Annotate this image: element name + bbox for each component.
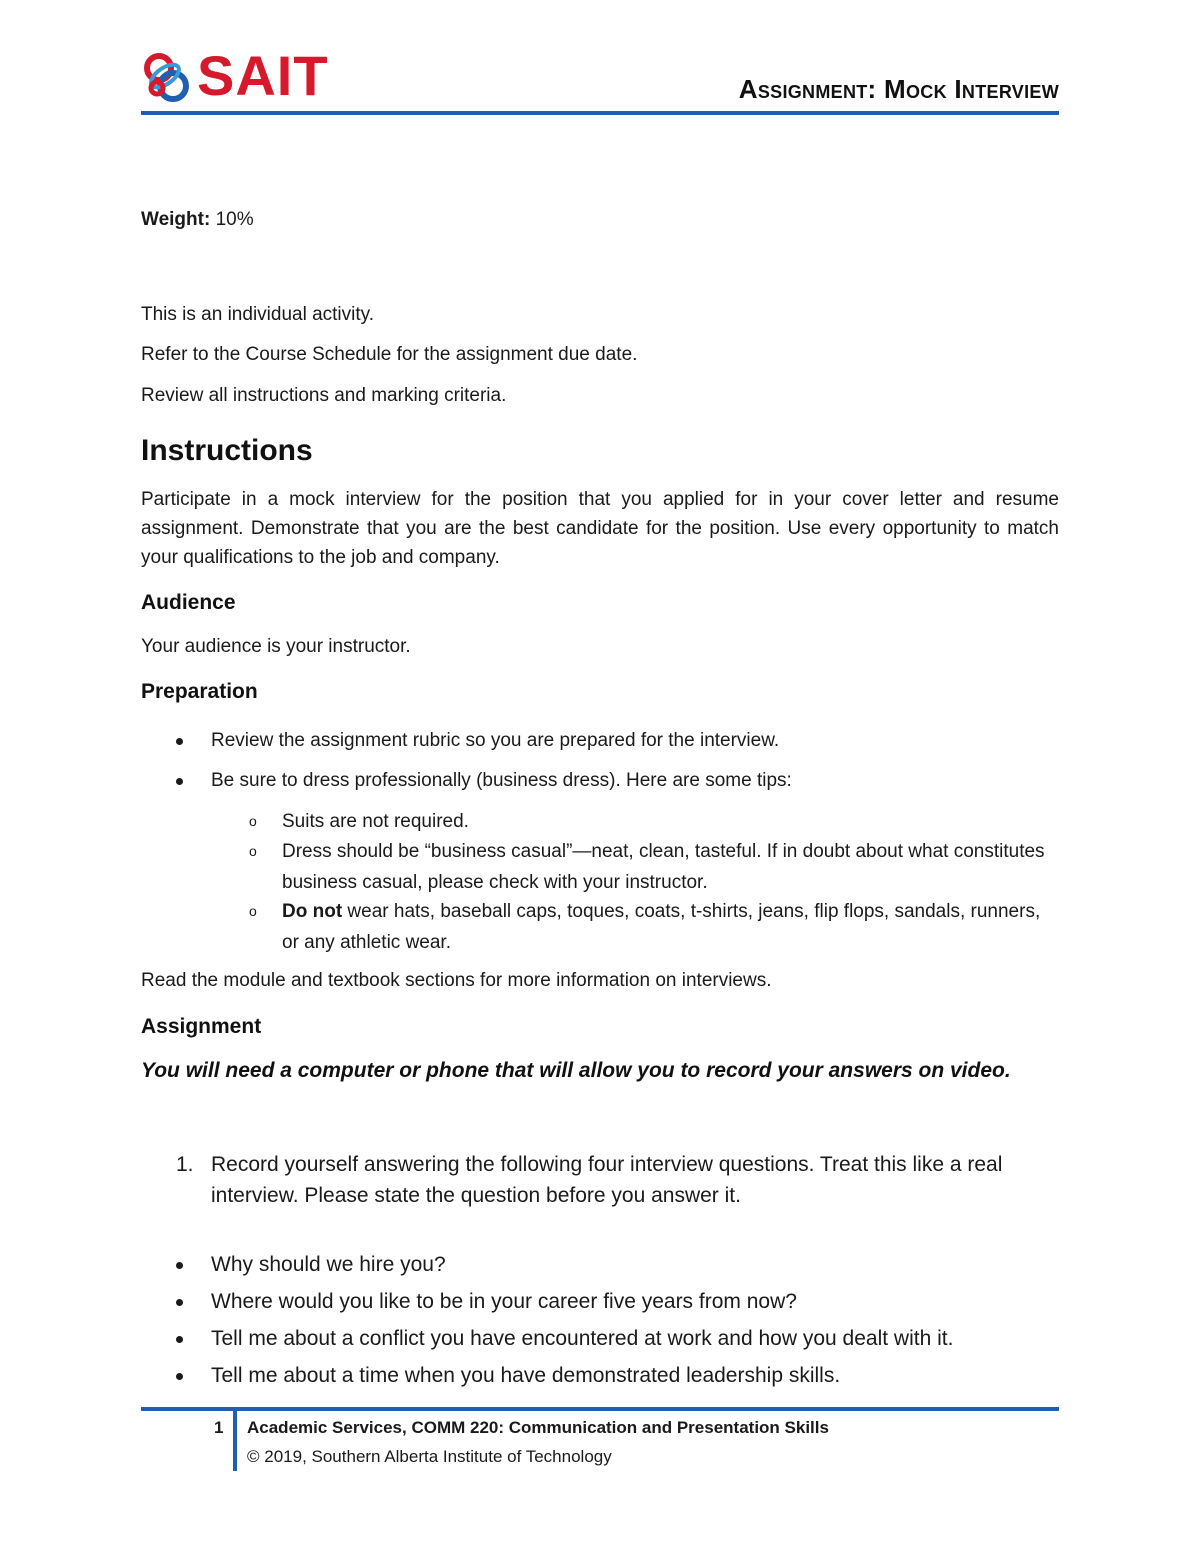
sait-logo: [141, 44, 341, 107]
intro-line-3: Review all instructions and marking criteria.: [141, 385, 507, 406]
sub-list-item-text: Suits are not required.: [282, 811, 469, 832]
bullet-icon: [176, 778, 183, 785]
preparation-heading: Preparation: [141, 680, 258, 703]
question-text: Tell me about a conflict you have encountered at work and how you dealt with it.: [211, 1327, 954, 1350]
circle-bullet-icon: o: [249, 903, 257, 919]
audience-heading: Audience: [141, 591, 236, 614]
question-text: Tell me about a time when you have demonstrated leadership skills.: [211, 1364, 841, 1387]
bullet-icon: [176, 1262, 183, 1269]
document-page: [141, 0, 1059, 1553]
question-text: Why should we hire you?: [211, 1253, 446, 1276]
question-text: Where would you like to be in your career five years from now?: [211, 1290, 797, 1313]
list-item-text: Review the assignment rubric so you are prepared for the interview.: [211, 730, 780, 751]
item-number: 1.: [176, 1153, 194, 1176]
footer-vertical-divider: [233, 1411, 237, 1471]
bullet-icon: [176, 1373, 183, 1380]
read-more-text: Read the module and textbook sections for more information on interviews.: [141, 970, 772, 991]
sub-list-item-text: [282, 896, 1059, 958]
list-item-text: Be sure to dress professionally (business dress). Here are some tips:: [211, 770, 792, 791]
sub-list-item-text: Dress should be “business casual”—neat, clean, tasteful. If in doubt about what constitutes business casual, please check with your instructor.: [282, 841, 1045, 893]
bullet-icon: [176, 738, 183, 745]
intro-line-2: Refer to the Course Schedule for the assignment due date.: [141, 344, 638, 365]
footer-course: Academic Services, COMM 220: Communication and Presentation Skills: [247, 1418, 829, 1437]
weight-label: Weight:: [141, 209, 211, 230]
footer-copyright: © 2019, Southern Alberta Institute of Technology: [247, 1447, 612, 1466]
page-title: Assignment: Mock Interview: [738, 74, 1059, 104]
intro-line-1: This is an individual activity.: [141, 304, 375, 325]
emphasis-do-not: Do not: [282, 901, 343, 922]
header-divider: [141, 111, 1059, 115]
instructions-body: Participate in a mock interview for the position that you applied for in your cover letter and resume assignment. Demonstrate that you are the best candidate for the position. Use every opportunity to match your qualifications to the job and company.: [141, 489, 1059, 568]
assignment-heading: Assignment: [141, 1015, 262, 1038]
bullet-icon: [176, 1299, 183, 1306]
item-text: Record yourself answering the following four interview questions. Treat this like a real interview. Please state the question before you answer it.: [211, 1153, 1003, 1207]
assignment-note: You will need a computer or phone that will allow you to record your answers on video.: [141, 1059, 1011, 1082]
logo-wordmark: SAIT: [197, 44, 329, 107]
page-number: 1: [214, 1418, 224, 1437]
bullet-icon: [176, 1336, 183, 1343]
weight-value: 10%: [215, 209, 254, 230]
page-header: [141, 44, 1059, 118]
footer-divider: [141, 1407, 1059, 1411]
circle-bullet-icon: o: [249, 843, 257, 859]
audience-body: Your audience is your instructor.: [141, 636, 411, 657]
tip-rest: wear hats, baseball caps, toques, coats, t-shirts, jeans, flip flops, sandals, runners, or any athletic wear.: [282, 901, 1041, 953]
weight-line: [141, 205, 1059, 234]
circle-bullet-icon: o: [249, 813, 257, 829]
sait-logo-mark-icon: [141, 48, 195, 106]
instructions-heading: Instructions: [141, 434, 313, 467]
